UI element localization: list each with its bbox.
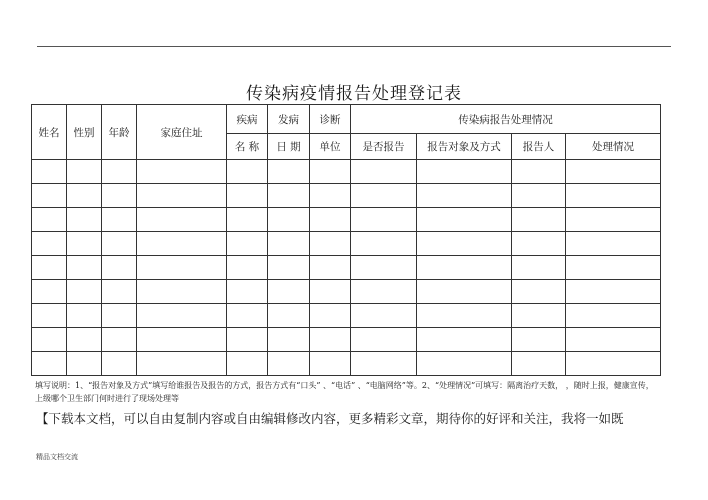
table-cell xyxy=(32,184,67,208)
table-cell xyxy=(227,304,268,328)
table-cell xyxy=(32,232,67,256)
header-name: 姓名 xyxy=(32,105,67,160)
table-cell xyxy=(32,328,67,352)
header-disease-bottom: 名 称 xyxy=(227,134,268,160)
table-cell xyxy=(102,280,137,304)
table-row xyxy=(32,256,661,280)
table-cell xyxy=(67,352,102,376)
header-diag-top: 诊断 xyxy=(310,105,351,134)
table-cell xyxy=(268,256,310,280)
table-cell xyxy=(227,232,268,256)
footer-label: 精品文档交流 xyxy=(36,453,78,461)
table-cell xyxy=(102,160,137,184)
table-cell xyxy=(512,256,566,280)
table-cell xyxy=(268,280,310,304)
table-cell xyxy=(417,160,512,184)
fill-instructions: 填写说明：1、“报告对象及方式”填写给谁报告及报告的方式，报告方式有“口头” 、“电话” 、“电脑网络”等。2、“处理情况”可填写：隔离治疗天数， ，随时上报，健康宣传，上级哪个卫生部门何时进行了现场处理等 xyxy=(35,381,654,403)
table-cell xyxy=(566,184,661,208)
table-cell xyxy=(512,184,566,208)
table-cell xyxy=(417,352,512,376)
table-cell xyxy=(417,304,512,328)
table-cell xyxy=(32,280,67,304)
page-title: 传染病疫情报告处理登记表 xyxy=(246,84,462,104)
header-report-group: 传染病报告处理情况 xyxy=(351,105,661,134)
table-cell xyxy=(310,160,351,184)
table-cell xyxy=(268,232,310,256)
table-cell xyxy=(310,352,351,376)
table-row xyxy=(32,304,661,328)
download-notice: 【下载本文档，可以自由复制内容或自由编辑修改内容，更多精彩文章，期待你的好评和关注，我将一如既 xyxy=(36,411,624,426)
table-cell xyxy=(310,280,351,304)
header-onset-bottom: 日 期 xyxy=(268,134,310,160)
table-cell xyxy=(137,256,227,280)
table-cell xyxy=(32,208,67,232)
table-cell xyxy=(310,328,351,352)
table-cell xyxy=(67,304,102,328)
table-cell xyxy=(67,184,102,208)
table-cell xyxy=(351,208,417,232)
header-disease-top: 疾病 xyxy=(227,105,268,134)
table-cell xyxy=(102,256,137,280)
table-cell xyxy=(417,184,512,208)
table-cell xyxy=(512,280,566,304)
table-cell xyxy=(137,304,227,328)
table-row xyxy=(32,208,661,232)
table-cell xyxy=(417,208,512,232)
table-cell xyxy=(512,304,566,328)
table-cell xyxy=(67,232,102,256)
table-cell xyxy=(566,232,661,256)
registration-table xyxy=(31,104,661,376)
header-target-method: 报告对象及方式 xyxy=(417,134,512,160)
header-diag-bottom: 单位 xyxy=(310,134,351,160)
header-handling: 处理情况 xyxy=(566,134,661,160)
table-row xyxy=(32,352,661,376)
table-cell xyxy=(351,232,417,256)
table-cell xyxy=(351,184,417,208)
table-cell xyxy=(351,304,417,328)
header-row-1 xyxy=(32,105,661,134)
table-cell xyxy=(67,280,102,304)
table-cell xyxy=(227,352,268,376)
table-cell xyxy=(512,352,566,376)
table-cell xyxy=(351,256,417,280)
table-row xyxy=(32,232,661,256)
table-cell xyxy=(417,328,512,352)
header-reporter: 报告人 xyxy=(512,134,566,160)
table-cell xyxy=(310,184,351,208)
table-cell xyxy=(137,160,227,184)
table-cell xyxy=(351,280,417,304)
header-address: 家庭住址 xyxy=(137,105,227,160)
table-cell xyxy=(566,208,661,232)
table-cell xyxy=(310,208,351,232)
table-cell xyxy=(227,328,268,352)
table-cell xyxy=(227,160,268,184)
table-cell xyxy=(417,232,512,256)
table-cell xyxy=(512,232,566,256)
table-cell xyxy=(32,352,67,376)
table-row xyxy=(32,160,661,184)
table-cell xyxy=(102,304,137,328)
table-cell xyxy=(32,160,67,184)
table-cell xyxy=(102,232,137,256)
table-cell xyxy=(566,280,661,304)
table-cell xyxy=(512,328,566,352)
table-cell xyxy=(268,328,310,352)
table-cell xyxy=(566,304,661,328)
table-cell xyxy=(102,328,137,352)
table-cell xyxy=(227,280,268,304)
table-cell xyxy=(268,184,310,208)
header-reported: 是否报告 xyxy=(351,134,417,160)
table-cell xyxy=(102,208,137,232)
table-cell xyxy=(566,256,661,280)
table-cell xyxy=(351,328,417,352)
table-cell xyxy=(417,256,512,280)
header-gender: 性别 xyxy=(67,105,102,160)
table-row xyxy=(32,328,661,352)
table-cell xyxy=(227,256,268,280)
table-cell xyxy=(351,352,417,376)
table-cell xyxy=(67,256,102,280)
table-cell xyxy=(67,160,102,184)
table-cell xyxy=(137,208,227,232)
table-cell xyxy=(67,208,102,232)
table-cell xyxy=(268,304,310,328)
table-cell xyxy=(137,328,227,352)
top-rule xyxy=(37,46,671,47)
table-cell xyxy=(512,208,566,232)
table-cell xyxy=(32,256,67,280)
table-cell xyxy=(137,352,227,376)
header-onset-top: 发病 xyxy=(268,105,310,134)
table-cell xyxy=(102,352,137,376)
table-cell xyxy=(310,304,351,328)
header-age: 年龄 xyxy=(102,105,137,160)
table-cell xyxy=(351,160,417,184)
table-cell xyxy=(67,328,102,352)
table-cell xyxy=(102,184,137,208)
table-cell xyxy=(417,280,512,304)
table-cell xyxy=(32,304,67,328)
table-row xyxy=(32,184,661,208)
table-cell xyxy=(566,352,661,376)
table-cell xyxy=(227,208,268,232)
table-cell xyxy=(310,256,351,280)
table-cell xyxy=(310,232,351,256)
table-cell xyxy=(137,184,227,208)
table-row xyxy=(32,280,661,304)
table-cell xyxy=(227,184,268,208)
table-cell xyxy=(268,352,310,376)
table-cell xyxy=(137,280,227,304)
table-cell xyxy=(137,232,227,256)
table-cell xyxy=(566,160,661,184)
table-cell xyxy=(268,160,310,184)
table-cell xyxy=(512,160,566,184)
table-cell xyxy=(268,208,310,232)
table-cell xyxy=(566,328,661,352)
